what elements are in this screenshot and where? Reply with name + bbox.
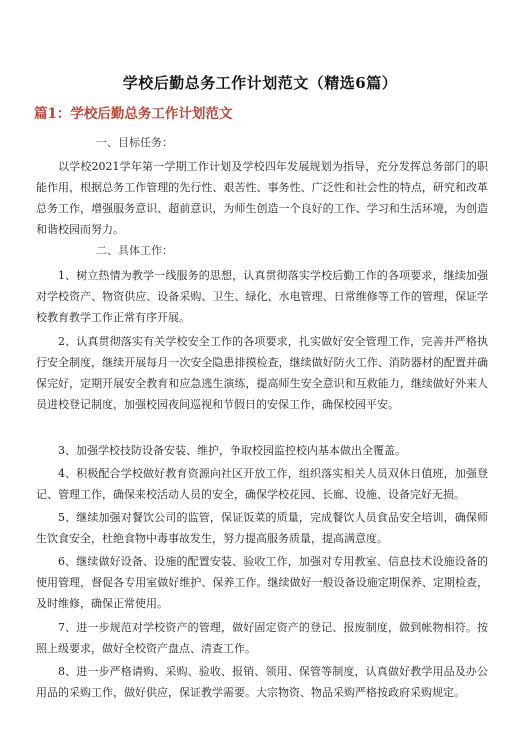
list-item-2: 2、认真贯彻落实有关学校安全工作的各项要求，扎实做好安全管理工作，完善并严格执行安全制度，继续开展每月一次安全隐患排摸检查，继续做好防火工作、消防器材的配置并确保完好，定期开展安全教育和应急逃生演练，提高师生安全意识和互救能力，继续做好外来人员进校登记制度，加强校园夜间巡视和节假日的安保工作，确保校园平安。 bbox=[36, 335, 488, 411]
list-item-6: 6、继续做好设备、设施的配置安装、验收工作，加强对专用教室、信息技术设施设备的使用管理，督促各专用室做好维护、保养工作。继续做好一般设备设施定期保养、定期检查，及时维修，确保正常使用。 bbox=[36, 555, 488, 610]
list-item-7: 7、进一步规范对学校资产的管理，做好固定资产的登记、报废制度，做到帐物相符。按照上级要求，做好全校资产盘点、清查工作。 bbox=[36, 621, 488, 655]
section-heading: 篇1：学校后勤总务工作计划范文 bbox=[34, 106, 233, 122]
list-item-5: 5、继续加强对餐饮公司的监管，保证饭菜的质量，完成餐饮人员食品安全培训，确保师生饮食安全，杜绝食物中毒事故发生，努力提高服务质量，提高满意度。 bbox=[36, 511, 488, 545]
heading-tasks: 二、具体工作： bbox=[96, 244, 173, 257]
intro-paragraph: 以学校2021学年第一学期工作计划及学校四年发展规划为指导，充分发挥总务部门的职能作用，根据总务工作管理的先行性、艰苦性、事务性、广泛性和社会性的特点，研究和改革总务工作，增强服务意识、超前意识，为师生创造一个良好的工作、学习和生活环境，为创造和谐校园而努力。 bbox=[36, 160, 488, 236]
list-item-4: 4、积极配合学校做好教育资源向社区开放工作，组织落实相关人员双休日值班，加强登记、管理工作，确保来校活动人员的安全，确保学校花园、长廊、设施、设备完好无损。 bbox=[36, 467, 488, 501]
document-title: 学校后勤总务工作计划范文（精选6篇） bbox=[122, 74, 398, 92]
heading-goals: 一、目标任务： bbox=[96, 136, 173, 149]
list-item-1: 1、树立热情为教学一线服务的思想，认真贯彻落实学校后勤工作的各项要求，继续加强对学校资产、物资供应、设备采购、卫生、绿化、水电管理、日常维修等工作的管理，保证学校教育教学工作正常有序开展。 bbox=[36, 269, 488, 324]
list-item-8: 8、进一步严格请购、采购、验收、报销、领用、保管等制度，认真做好教学用品及办公用品的采购工作，做好供应，保证教学需要。大宗物资、物品采购严格按政府采购规定。 bbox=[36, 665, 488, 699]
list-item-3: 3、加强学校技防设备安装、维护，争取校园监控校内基本做出全覆盖。 bbox=[58, 444, 406, 457]
